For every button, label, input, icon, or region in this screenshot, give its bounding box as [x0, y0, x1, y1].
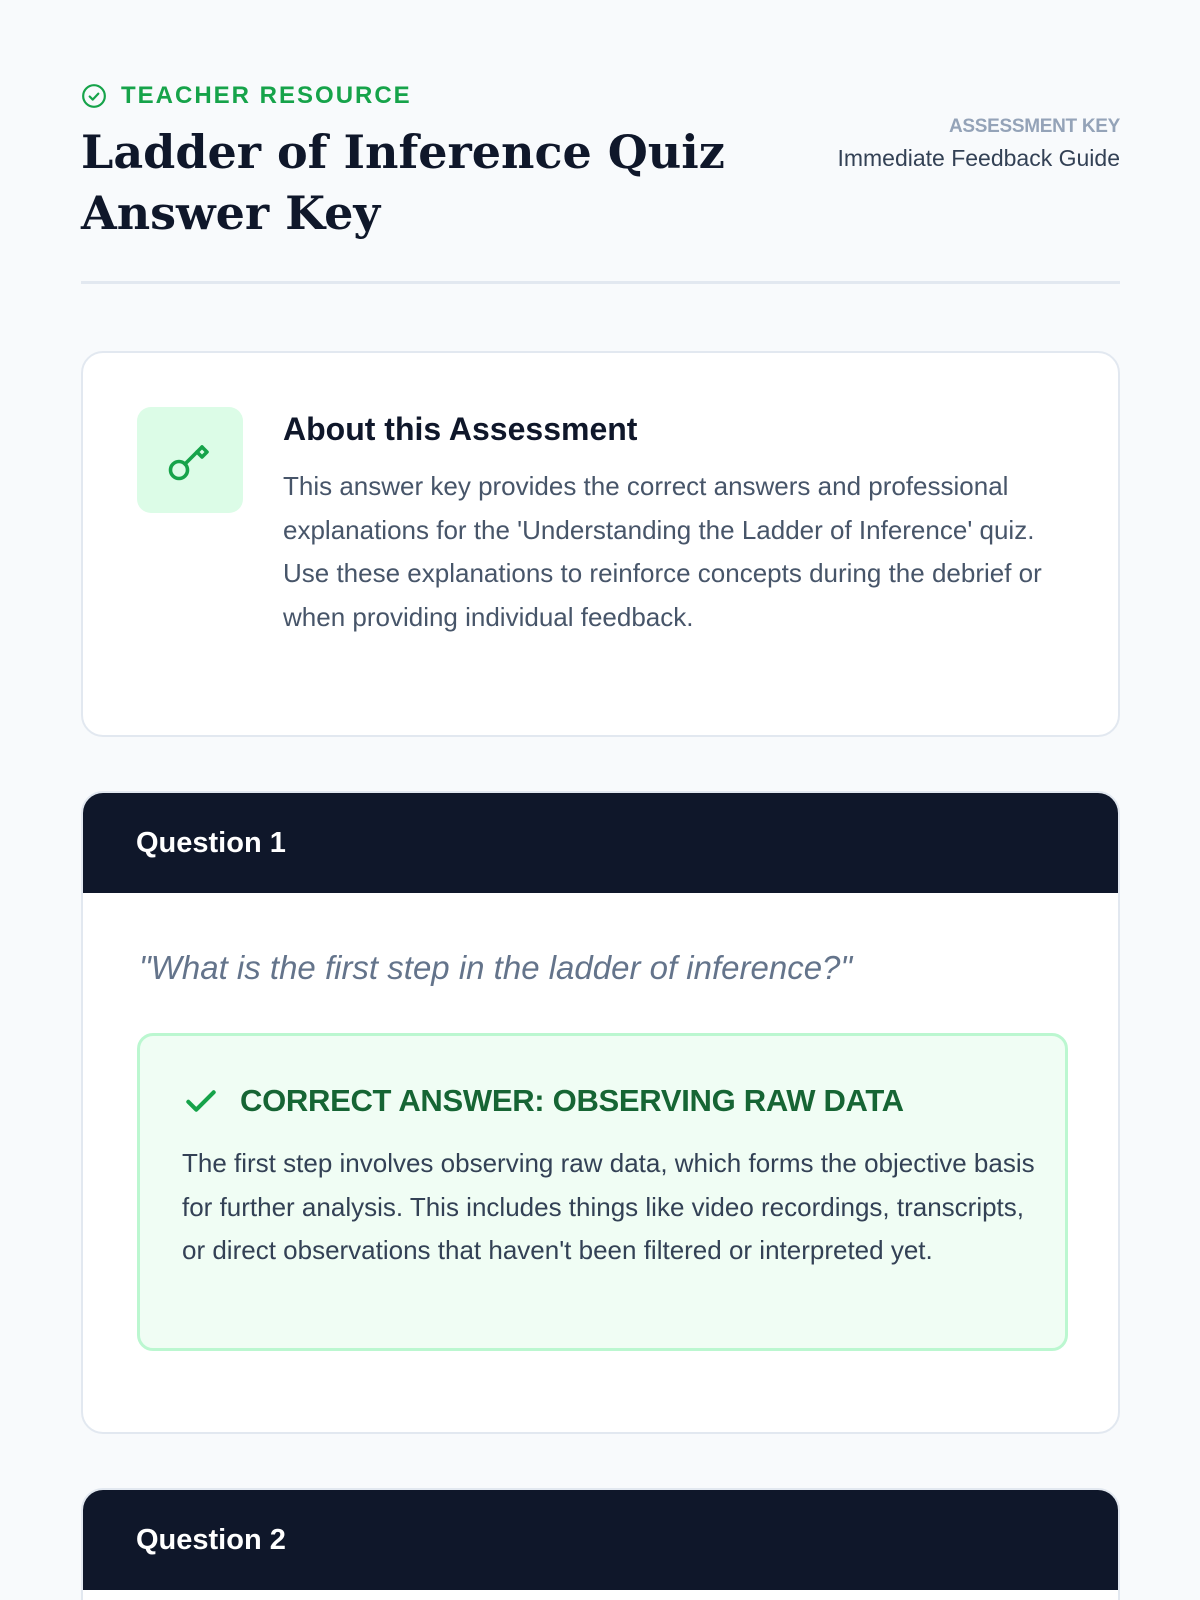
eyebrow [81, 82, 412, 110]
question-card [81, 791, 1120, 1434]
answer-key-page [81, 0, 1120, 1556]
about-title: About this Assessment [283, 411, 638, 447]
question-card [81, 1488, 1120, 1600]
about-card [81, 351, 1120, 737]
correct-answer-box [137, 1033, 1068, 1351]
page-title: Ladder of Inference Quiz Answer Key [81, 125, 725, 240]
check-circle-icon [81, 83, 107, 109]
meta-label: ASSESSMENT KEY [948, 116, 1120, 137]
assessment-meta [820, 114, 1120, 175]
question-header: Question 2 [83, 1490, 1118, 1590]
checkmark-icon [182, 1082, 220, 1120]
about-text: This answer key provides the correct answers and professional explanations for the 'Understanding the Ladder of Inference' quiz. Use these explanations to reinforce concepts during the debrief or when providing individual feedback. [283, 471, 1042, 632]
question-prompt: "What is the first step in the ladder of inference?" [139, 949, 853, 986]
answer-explanation: The first step involves observing raw data, which forms the objective basis for further analysis. This includes things like video recordings, transcripts, or direct observations that haven't been filtered or interpreted yet. [182, 1148, 1035, 1265]
question-header: Question 1 [83, 793, 1118, 893]
meta-value: Immediate Feedback Guide [837, 145, 1120, 171]
eyebrow-label: TEACHER RESOURCE [121, 82, 412, 109]
answer-title: CORRECT ANSWER: OBSERVING RAW DATA [240, 1083, 904, 1118]
answer-heading [182, 1082, 904, 1120]
page-header [81, 0, 1120, 284]
key-icon [137, 407, 243, 513]
